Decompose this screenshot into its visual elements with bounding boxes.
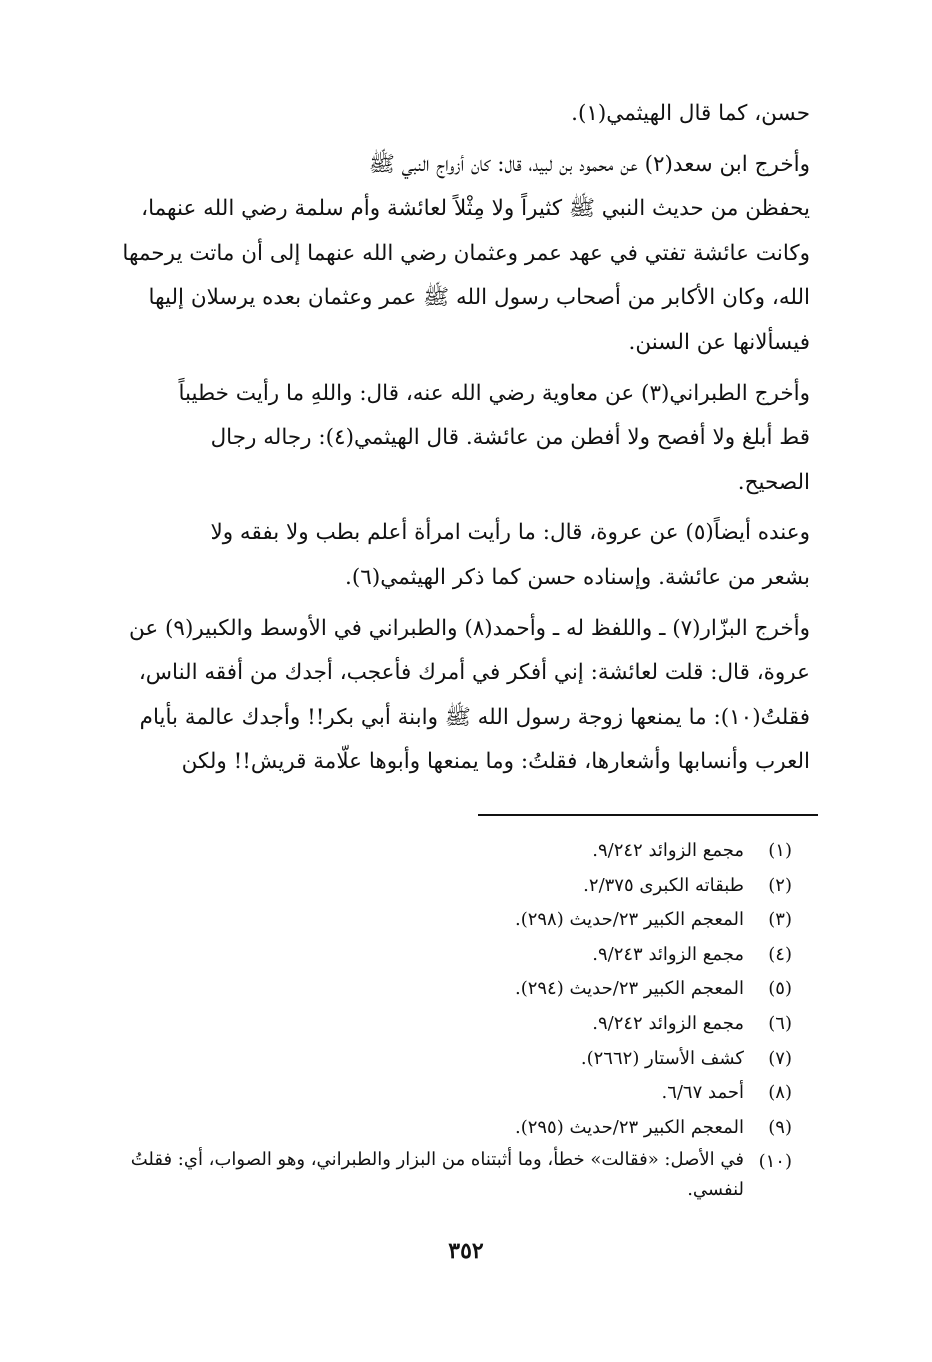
text-line: الله، وكان الأكابر من أصحاب رسول الله ﷺ عمر وعثمان بعده يرسلان إليها bbox=[148, 285, 810, 311]
footnote bbox=[122, 1076, 792, 1111]
footnote-text: مجمع الزوائد ٩/٢٤٣. bbox=[592, 943, 744, 965]
footnote-number: (٢) bbox=[768, 874, 792, 896]
footnote-text: كشف الأستار (٢٦٦٢). bbox=[580, 1047, 744, 1069]
footnote-number: (١) bbox=[768, 840, 792, 861]
footnote-separator bbox=[478, 814, 818, 816]
footnote-number: (٧) bbox=[768, 1047, 792, 1069]
footnote-number: (٣) bbox=[768, 909, 792, 931]
text-line: وعنده أيضاً(٥) عن عروة، قال: ما رأيت امرأة أعلم بطب ولا بفقه ولا bbox=[210, 520, 810, 546]
footnote-text: مجمع الزوائد ٩/٢٤٢. bbox=[592, 840, 744, 861]
text-line: بشعر من عائشة. وإسناده حسن كما ذكر الهيثمي(٦). bbox=[345, 564, 810, 590]
text-line: العرب وأنسابها وأشعارها، فقلتُ: وما يمنعها وأبوها علّامة قريش!! ولكن bbox=[181, 749, 810, 775]
footnote-text: المعجم الكبير ٢٣/حديث (٢٩٨). bbox=[514, 909, 744, 931]
footnote-text: في الأصل: «فقالت» خطأ، وما أثبتناه من البزار والطبراني، وهو الصواب، أي: فقلتُ لنفسي. bbox=[130, 1149, 744, 1201]
footnote-text: طبقاته الكبرى ٢/٣٧٥. bbox=[583, 874, 744, 896]
footnote-number: (٦) bbox=[768, 1012, 792, 1034]
text-line: فيسألانها عن السنن. bbox=[628, 329, 810, 355]
text-line: حسن، كما قال الهيثمي(١). bbox=[571, 101, 810, 126]
paragraph-2 bbox=[114, 143, 810, 366]
footnotes bbox=[122, 834, 792, 1205]
paragraph-1 bbox=[114, 92, 810, 137]
text-line: فقلتُ(١٠): ما يمنعها زوجة رسول الله ﷺ وابنة أبي بكر!! وأجدك عالمة بأيام bbox=[139, 704, 810, 730]
footnote-number: (٥) bbox=[768, 978, 792, 1000]
footnote bbox=[122, 1042, 792, 1077]
text-line: وأخرج الطبراني(٣) عن معاوية رضي الله عنه، قال: واللهِ ما رأيت خطيباً bbox=[178, 380, 810, 406]
footnote-number: (٨) bbox=[768, 1082, 792, 1104]
footnote-text: المعجم الكبير ٢٣/حديث (٢٩٤). bbox=[514, 978, 744, 1000]
text-line: عروة، قال: قلت لعائشة: إني أفكر في أمرك فأعجب، أجدك من أفقه الناس، bbox=[138, 660, 810, 686]
page-number: ٣٥٢ bbox=[448, 1238, 484, 1264]
footnote-number: (١٠) bbox=[758, 1151, 792, 1173]
footnote-number: (٤) bbox=[768, 943, 792, 965]
paragraph-3 bbox=[114, 372, 810, 506]
paragraph-4 bbox=[114, 511, 810, 600]
footnote bbox=[122, 938, 792, 973]
text-line: وأخرج البزّار(٧) ـ واللفظ له ـ وأحمد(٨) والطبراني في الأوسط والكبير(٩) عن bbox=[129, 615, 810, 641]
footnote bbox=[122, 834, 792, 869]
footnote-text: المعجم الكبير ٢٣/حديث (٢٩٥). bbox=[514, 1116, 744, 1138]
main-text bbox=[114, 92, 810, 785]
paragraph-5 bbox=[114, 607, 810, 785]
text-line: يحفظن من حديث النبي ﷺ كثيراً ولا مِثْلاً لعائشة وأم سلمة رضي الله عنهما، bbox=[141, 196, 810, 222]
footnote bbox=[122, 1145, 792, 1205]
footnote bbox=[122, 869, 792, 904]
text-line: وأخرج ابن سعد(٢) عن محمود بن لبيد، قال: كان أزواج النبي ﷺ bbox=[368, 151, 810, 177]
footnote bbox=[122, 1111, 792, 1146]
text-line: وكانت عائشة تفتي في عهد عمر وعثمان رضي الله عنهما إلى أن ماتت يرحمها bbox=[122, 240, 810, 266]
footnote-text: مجمع الزوائد ٩/٢٤٢. bbox=[592, 1012, 744, 1034]
footnote-number: (٩) bbox=[768, 1116, 792, 1138]
footnote-text: أحمد ٦/٦٧. bbox=[661, 1082, 744, 1104]
footnote bbox=[122, 972, 792, 1007]
footnote bbox=[122, 1007, 792, 1042]
text-line: الصحيح. bbox=[737, 469, 810, 495]
footnote bbox=[122, 903, 792, 938]
text-line: قط أبلغ ولا أفصح ولا أفطن من عائشة. قال الهيثمي(٤): رجاله رجال bbox=[210, 425, 810, 451]
